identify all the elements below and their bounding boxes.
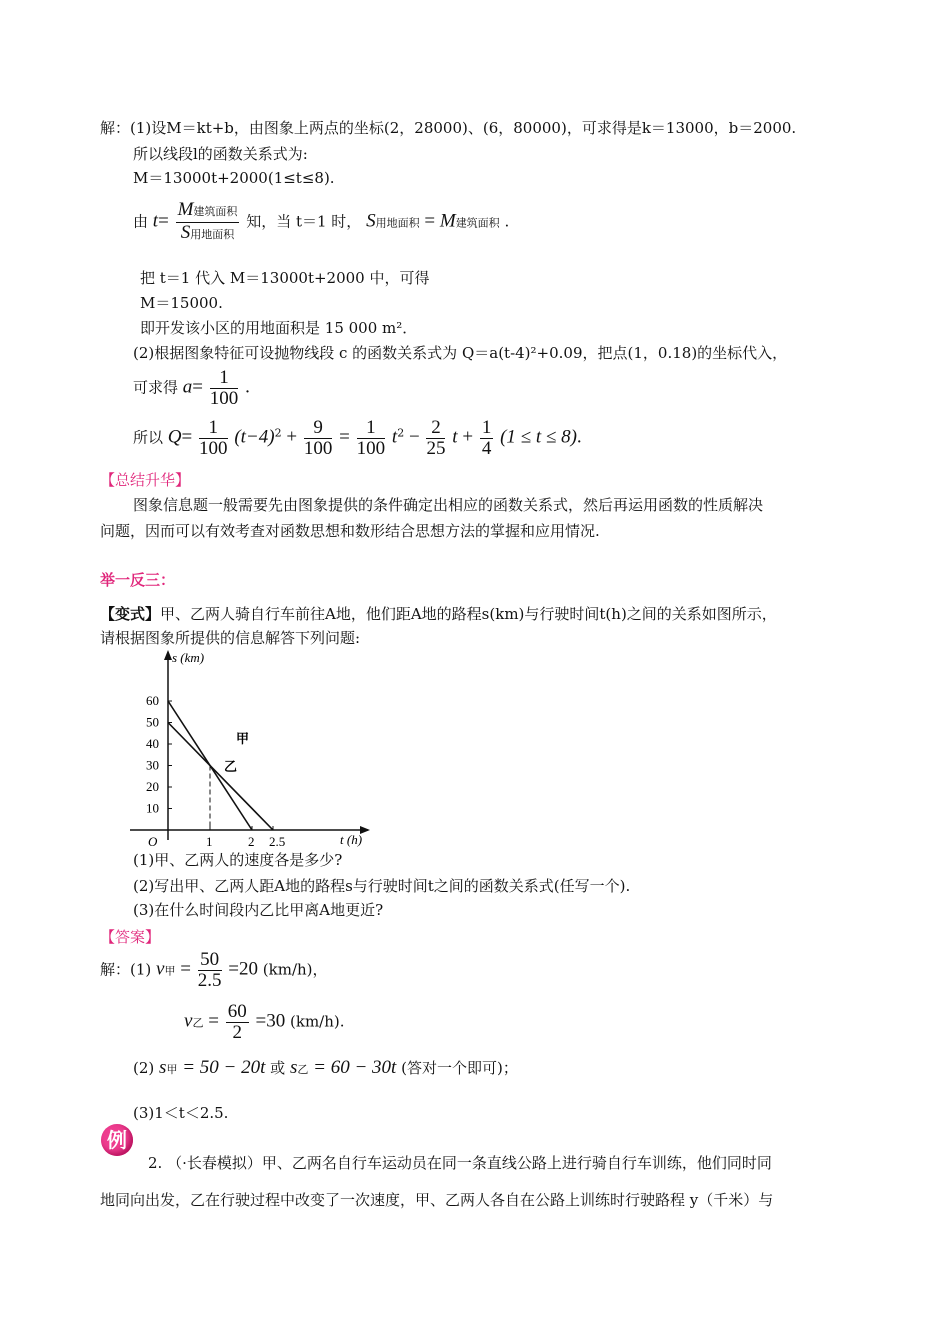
origin-label: O [148,834,158,849]
answer-heading: 【答案】 [100,928,161,946]
x-tick-label: 2.5 [269,834,286,849]
answer-line-3: (3)1＜t＜2.5. [133,1104,229,1122]
variant-line-2: 请根据图象所提供的信息解答下列问题: [100,629,361,647]
variant-tag: 【变式】 [100,605,161,623]
solution-line-6: M＝15000. [140,294,223,312]
y-tick-label: 40 [146,736,159,751]
x-axis-label: t (h) [340,832,363,847]
solution-line-1: 解：(1)设M＝kt+b，由图象上两点的坐标(2，28000)、(6，80000)，可求得是k＝13000，b＝2000. [100,119,797,137]
solution-line-8: (2)根据图象特征可设抛物线段 c 的函数关系式为 Q＝a(t-4)²+0.09，把点(1，0.18)的坐标代入， [133,344,788,362]
y-tick-label: 30 [146,757,159,773]
summary-heading: 【总结升华】 [100,471,191,489]
solution-line-2: 所以线段l的函数关系式为: [133,145,308,163]
solution-line-5: 把 t＝1 代入 M＝13000t+2000 中，可得 [140,269,430,287]
example-line-2: 地同向出发，乙在行驶过程中改变了一次速度，甲、乙两人各自在公路上训练时行驶路程 y（千米）与 [100,1191,774,1209]
example-line-1: 2. （·长春模拟）甲、乙两名自行车运动员在同一条直线公路上进行骑自行车训练，他们同时同 [148,1154,772,1172]
series-label-yi: 乙 [224,759,238,774]
section-title: 举一反三： [100,571,176,589]
question-2: (2)写出甲、乙两人距A地的路程s与行驶时间t之间的函数关系式(任写一个). [133,877,631,895]
summary-paragraph-2: 问题，因而可以有效考查对函数思想和数形结合思想方法的掌握和应用情况. [100,522,600,540]
solution-line-3: M＝13000t+2000(1≤t≤8). [133,169,335,187]
series-line-jia [168,723,273,831]
formula-a-value: 可求得 a= $\frac{1}{100}$ . [133,367,250,409]
formula-t-ratio: 由 t= $\frac{\text{M建筑面积}}{\text{S用地面积}}$ 知，当 t＝1 时， S用地面积 = M建筑面积 . [133,199,510,243]
series-line-yi [168,701,252,830]
x-tick-label: 1 [206,834,213,849]
answer-line-1b: v乙 = $\frac{60}{2}$ =30 (km/h). [184,1001,345,1043]
formula-q-expansion: 所以 Q= $\frac{1}{100}$ $(t-4)^2$ + $\frac{9}{100}$ = $\frac{1}{100}$ $t^2$ − $\frac{2}{25}$ t + $\frac{1}{4}$ (1 ≤ t ≤ 8). [133,417,582,459]
y-axis-arrow [164,650,172,660]
distance-time-graph [120,640,380,849]
answer-line-1: 解：(1) v甲 = $\frac{50}{2.5}$ =20 (km/h)， [100,949,328,991]
y-tick-label: 60 [146,693,159,708]
y-axis-label: s (km) [172,650,205,665]
question-3: (3)在什么时间段内乙比甲离A地更近? [133,901,384,919]
y-tick-label: 50 [146,714,159,730]
answer-line-2: (2) s甲 = 50 − 20t 或 s乙 = 60 − 30t (答对一个即可)； [133,1057,518,1078]
example-badge: 例 [101,1124,133,1156]
x-tick-label: 2 [248,834,255,849]
series-label-jia: 甲 [236,731,250,746]
question-1: (1)甲、乙两人的速度各是多少? [133,851,343,869]
y-tick-label: 20 [146,779,159,794]
summary-paragraph-1: 图象信息题一般需要先由图象提供的条件确定出相应的函数关系式，然后再运用函数的性质解决 [133,496,764,514]
solution-line-7: 即开发该小区的用地面积是 15 000 m²． [140,319,418,337]
y-tick-label: 10 [146,800,159,816]
variant-line-1: 【变式】甲、乙两人骑自行车前往A地，他们距A地的路程s(km)与行驶时间t(h)之间的关系如图所示， [100,605,777,623]
